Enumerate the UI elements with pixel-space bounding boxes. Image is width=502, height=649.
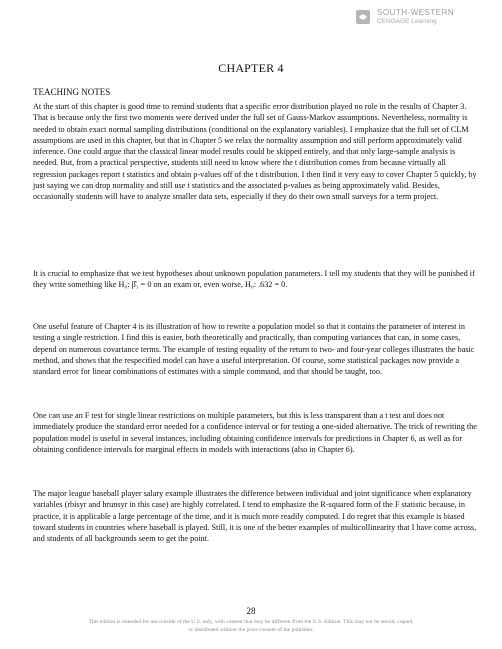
paragraph-normality: At the start of this chapter is good time to remind students that a specific error distribution played no role in the results of Chapter 3. That is because only the first two moments were derived under the full set of Gauss-Markov assumptions. Nevertheless, normality is needed to obtain exact normal sampling distributions (conditional on the explanatory variables). I emphasize that the full set of CLM assumptions are used in this chapter, but that in Chapter 5 we relax the normality assumption and still perform approximately valid inference. One could argue that the classical linear model results could be skipped entirely, and that only large-sample analysis is needed. But, from a practical perspective, students still need to know where the t distribution comes from because virtually all regression packages report t statistics and obtain p-values off of the t distribution. I then find it very easy to cover Chapter 5 quickly, by just saying we can drop normality and still use t statistics and the associated p-values as being approximately valid. Besides, occasionally students will have to analyze smaller data sets, especially if they do their own small surveys for a term project.	[33, 102, 477, 202]
logo-text-publisher: SOUTH-WESTERN	[377, 8, 455, 17]
footer-line: This edition is intended for use outside of the U.S. only, with content that may be different from the U.S. Edition. This may not be resold, copied,	[88, 619, 414, 625]
cengage-logo-icon	[355, 9, 371, 25]
paragraph-rewrite-model: One useful feature of Chapter 4 is its illustration of how to rewrite a population model so that it contains the parameter of interest in testing a single restriction. I find this is easier, both theoretically and practically, than computing variances that can, in some cases, depend on numerous covariance terms. The example of testing equality of the return to two- and four-year colleges illustrates the basic method, and shows that the respecified model can have a useful interpretation. Of course, some statistical packages now provide a standard error for linear combinations of estimates with a simple command, and that should be taught, too.	[33, 322, 475, 377]
publisher-logo	[355, 7, 495, 29]
logo-text-brand: CENGAGE Learning	[377, 18, 437, 25]
page-number: 28	[246, 606, 256, 616]
section-heading: TEACHING NOTES	[33, 87, 111, 97]
chapter-title: CHAPTER 4	[218, 61, 284, 75]
paragraph-hypotheses: It is crucial to emphasize that we test hypotheses about unknown population parameters. I tell my students that they will be punished if they write something like H₀: β̂₁ = 0 on an exam or, even worse, H₀: .632 = 0.	[33, 269, 475, 290]
footer-line: or distributed without the prior consent of the publisher.	[188, 627, 314, 633]
copyright-footer	[0, 618, 502, 634]
paragraph-f-test: One can use an F test for single linear restrictions on multiple parameters, but this is less transparent than a t test and does not immediately produce the standard error needed for a confidence interval or for testing a one-sided alternative. The trick of rewriting the population model is useful in several instances, including obtaining confidence intervals for predictions in Chapter 6, as well as for obtaining confidence intervals for marginal effects in models with interactions (also in Chapter 6).	[33, 411, 477, 454]
paragraph-baseball-example: The major league baseball player salary example illustrates the difference between individual and joint significance when explanatory variables (rbisyr and hrunsyr in this case) are highly correlated. I tend to emphasize the R-squared form of the F statistic because, in practice, it is applicable a large percentage of the time, and it is much more readily computed. I do regret that this example is biased toward students in countries where baseball is played. Still, it is one of the better examples of multicollinearity that I have come across, and students of all backgrounds seem to get the point.	[33, 489, 477, 544]
